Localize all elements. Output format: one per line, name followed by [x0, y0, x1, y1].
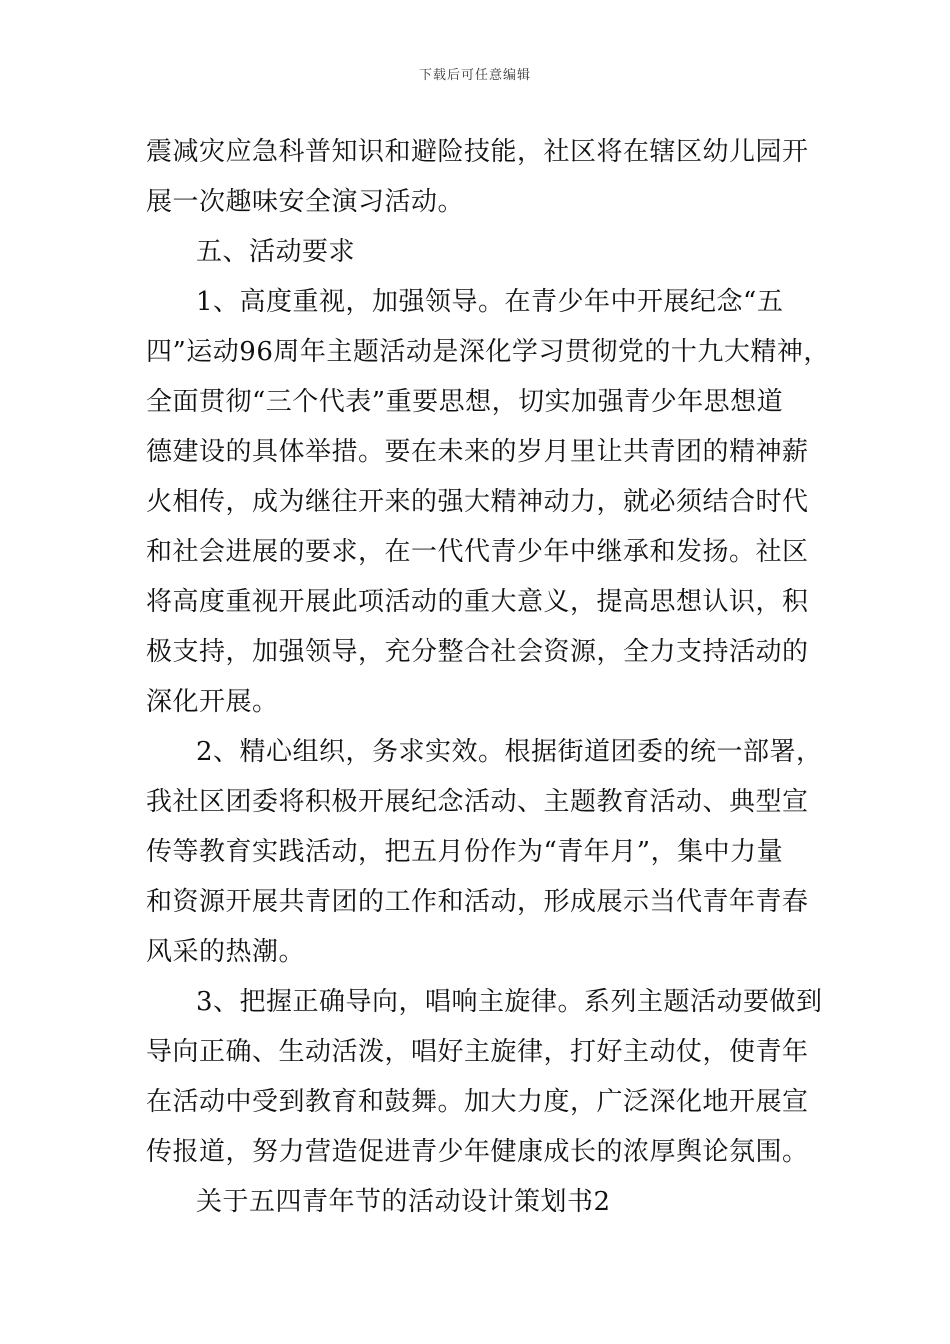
text-line: 震减灾应急科普知识和避险技能，社区将在辖区幼儿园开 — [146, 137, 809, 167]
text-line: 和社会进展的要求，在一代代青少年中继承和发扬。社区 — [146, 537, 809, 567]
text-line: 展一次趣味安全演习活动。 — [146, 187, 465, 217]
text-line: 德建设的具体举措。要在未来的岁月里让共青团的精神薪 — [146, 437, 809, 467]
text-line: 传报道，努力营造促进青少年健康成长的浓厚舆论氛围。 — [146, 1137, 809, 1167]
document-body — [146, 127, 830, 1227]
text-line: 导向正确、生动活泼，唱好主旋律，打好主动仗，使青年 — [146, 1037, 809, 1067]
text-line: 将高度重视开展此项活动的重大意义，提高思想认识，积 — [146, 587, 809, 617]
text-line: 和资源开展共青团的工作和活动，形成展示当代青年青春 — [146, 887, 809, 917]
text-line: 四”运动96周年主题活动是深化学习贯彻党的十九大精神， — [146, 337, 830, 367]
page-header: 下载后可任意编辑 — [418, 68, 531, 83]
text-line: 我社区团委将积极开展纪念活动、主题教育活动、典型宣 — [146, 787, 809, 817]
text-line: 在活动中受到教育和鼓舞。加大力度，广泛深化地开展宣 — [146, 1087, 809, 1117]
section-title: 关于五四青年节的活动设计策划书2 — [196, 1187, 611, 1217]
text-line: 深化开展。 — [146, 687, 279, 717]
text-line: 全面贯彻“三个代表”重要思想，切实加强青少年思想道 — [146, 387, 784, 417]
section-heading: 五、活动要求 — [196, 237, 356, 267]
text-line: 3、把握正确导向，唱响主旋律。系列主题活动要做到 — [196, 987, 823, 1017]
text-line: 1、高度重视，加强领导。在青少年中开展纪念“五 — [196, 287, 784, 317]
text-line: 极支持，加强领导，充分整合社会资源，全力支持活动的 — [146, 637, 809, 667]
text-line: 火相传，成为继往开来的强大精神动力，就必须结合时代 — [146, 487, 809, 517]
text-line: 传等教育实践活动，把五月份作为“青年月”，集中力量 — [146, 837, 784, 867]
text-line: 2、精心组织，务求实效。根据街道团委的统一部署， — [196, 737, 823, 767]
text-line: 风采的热潮。 — [146, 937, 306, 967]
